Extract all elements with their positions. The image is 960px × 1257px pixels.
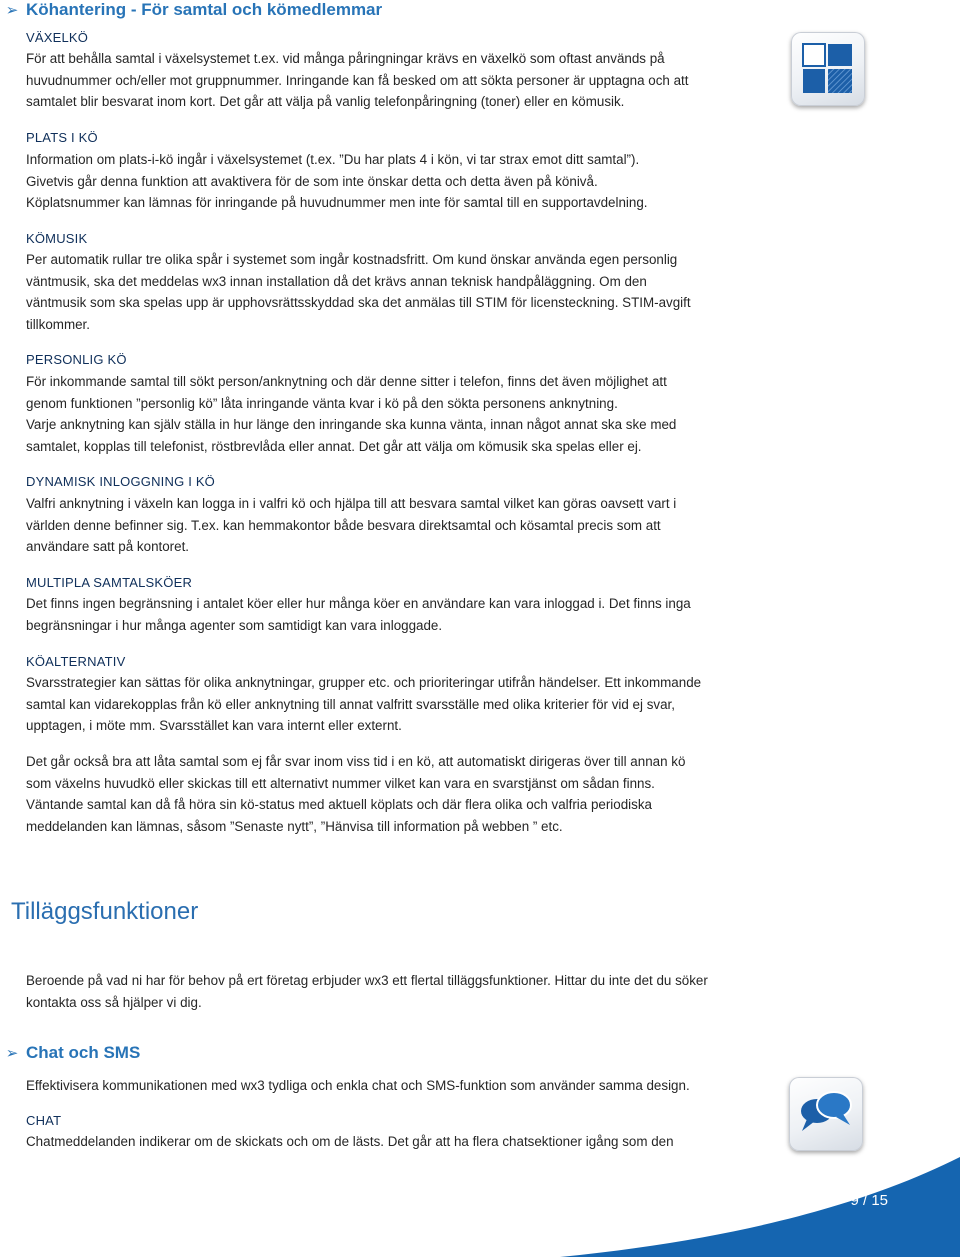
- subheading-plats-i-ko: PLATS I KÖ: [26, 130, 98, 145]
- text-line: Givetvis går denna funktion att avaktivera för de som inte önskar detta och detta även på könivå.: [26, 173, 598, 189]
- paragraph-dynamisk-inloggning: [26, 493, 786, 558]
- section-title-queue: Köhantering - För samtal och kömedlemmar: [26, 0, 383, 19]
- text-line: väntmusik, ska det meddelas wx3 innan installation då det krävs annan teknisk handpåläggning. Om den: [26, 273, 647, 289]
- paragraph-chat-sms-intro: [26, 1075, 786, 1097]
- chevron-right-icon: ➢: [5, 2, 19, 19]
- footer-band: [0, 1157, 960, 1257]
- subheading-chat: CHAT: [26, 1113, 62, 1128]
- text-line: huvudnummer och/eller mot gruppnummer. Inringande kan få besked om att sökta personer är upptagna och att: [26, 72, 689, 88]
- subheading-komusik: KÖMUSIK: [26, 231, 88, 246]
- text-line: samtalet blir besvarat inom kort. Det går att välja på vanlig telefonpåringning (toner) eller en kömusik.: [26, 94, 625, 110]
- text-line: användare satt på kontoret.: [26, 539, 190, 555]
- paragraph-plats-i-ko: [26, 149, 786, 214]
- text-line: Svarsstrategier kan sättas för olika anknytningar, grupper etc. och prioriteringar utifrån händelser. Ett inkommande: [26, 675, 702, 690]
- text-line: väntmusik som ska spelas upp är upphovsrättsskyddad ska det anmälas till STIM för licensteckning. STIM-avgift: [26, 295, 691, 311]
- page-title-tillaggsfunktioner: Tilläggsfunktioner: [11, 898, 199, 925]
- section-title-chat-sms: Chat och SMS: [26, 1043, 141, 1062]
- page-number: 9 / 15: [850, 1192, 888, 1209]
- chevron-right-icon: ➢: [5, 1045, 19, 1062]
- text-line: Valfri anknytning i växeln kan logga in i valfri kö och hjälpa till att besvara samtal vilket kan göras oavsett vart i: [26, 496, 677, 511]
- queue-grid-icon: [791, 32, 865, 106]
- text-line: Information om plats-i-kö ingår i växelsystemet (t.ex. ”Du har plats 4 i kön, vi tar strax emot ditt samtal”).: [26, 152, 640, 167]
- subheading-vaxelko: VÄXELKÖ: [26, 30, 89, 45]
- text-line: meddelanden kan lämnas, såsom ”Senaste nytt”, ”Hänvisa till information på webben ” etc.: [26, 819, 563, 835]
- paragraph-vaxelko: [26, 48, 786, 113]
- paragraph-koalternativ-2: [26, 751, 786, 838]
- subheading-personlig-ko: PERSONLIG KÖ: [26, 352, 127, 367]
- text-line: tillkommer.: [26, 317, 90, 333]
- text-line: samtalet, kopplas till telefonist, röstbrevlåda eller annat. Det går att välja om kömusik ska spelas eller ej.: [26, 439, 642, 455]
- text-line: För inkommande samtal till sökt person/anknytning och där denne sitter i telefon, finns det även möjlighet att: [26, 374, 667, 389]
- text-line: Effektivisera kommunikationen med wx3 tydliga och enkla chat och SMS-funktion som använder samma design.: [26, 1078, 690, 1093]
- section-heading-chat-sms: [4, 1043, 140, 1063]
- subheading-dynamisk-inloggning: DYNAMISK INLOGGNING I KÖ: [26, 474, 215, 489]
- chat-bubbles-icon: [789, 1077, 863, 1151]
- text-line: genom funktionen ”personlig kö” låta inringande vänta kvar i kö på den sökta personens anknytning.: [26, 395, 618, 411]
- text-line: Det finns ingen begränsning i antalet köer eller hur många köer en användare kan vara inloggad i. Det finns inga: [26, 596, 691, 611]
- subheading-koalternativ: KÖALTERNATIV: [26, 654, 126, 669]
- text-line: begränsningar i hur många agenter som samtidigt kan vara inloggade.: [26, 617, 443, 633]
- paragraph-tillagg: [26, 970, 786, 1013]
- text-line: Väntande samtal kan då få höra sin kö-status med aktuell köplats och där flera olika och valfria periodiska: [26, 797, 652, 813]
- text-line: Varje anknytning kan själv ställa in hur länge den inringande ska kunna vänta, innan något annat ska ske med: [26, 417, 677, 433]
- text-line: Det går också bra att låta samtal som ej får svar inom viss tid i en kö, att automatiskt dirigeras över till annan kö: [26, 754, 686, 769]
- paragraph-multipla-samtalskoer: [26, 593, 786, 636]
- text-line: För att behålla samtal i växelsystemet t.ex. vid många påringningar krävs en växelkö som oftast används på: [26, 51, 665, 66]
- paragraph-personlig-ko: [26, 371, 786, 458]
- text-line: Köplatsnummer kan lämnas för inringande på huvudnummer men inte för samtal till en supportavdelning.: [26, 195, 648, 211]
- text-line: Beroende på vad ni har för behov på ert företag erbjuder wx3 ett flertal tilläggsfunktioner. Hittar du inte det du söker: [26, 973, 708, 988]
- text-line: upptagen, i möte mm. Svarsstället kan vara internt eller externt.: [26, 718, 402, 734]
- section-heading-queue: [4, 0, 382, 20]
- paragraph-koalternativ-1: [26, 672, 786, 737]
- subheading-multipla-samtalskoer: MULTIPLA SAMTALSKÖER: [26, 575, 193, 590]
- paragraph-komusik: [26, 249, 786, 336]
- text-line: som växelns huvudkö eller skickas till ett alternativt nummer vilket kan vara en svarstjänst om sådan finns.: [26, 775, 655, 791]
- text-line: världen denne befinner sig. T.ex. kan hemmakontor både besvara direktsamtal och kösamtal precis som att: [26, 517, 661, 533]
- text-line: samtal kan vidarekopplas från kö eller anknytning till annat valfritt svarsställe med olika kriterier för vid ej svar,: [26, 696, 675, 712]
- paragraph-chat: [26, 1131, 786, 1153]
- text-line: Per automatik rullar tre olika spår i systemet som ingår kostnadsfritt. Om kund önskar använda egen personlig: [26, 252, 678, 267]
- text-line: kontakta oss så hjälper vi dig.: [26, 994, 202, 1010]
- text-line: Chatmeddelanden indikerar om de skickats och om de lästs. Det går att ha flera chatsektioner igång som den: [26, 1134, 674, 1149]
